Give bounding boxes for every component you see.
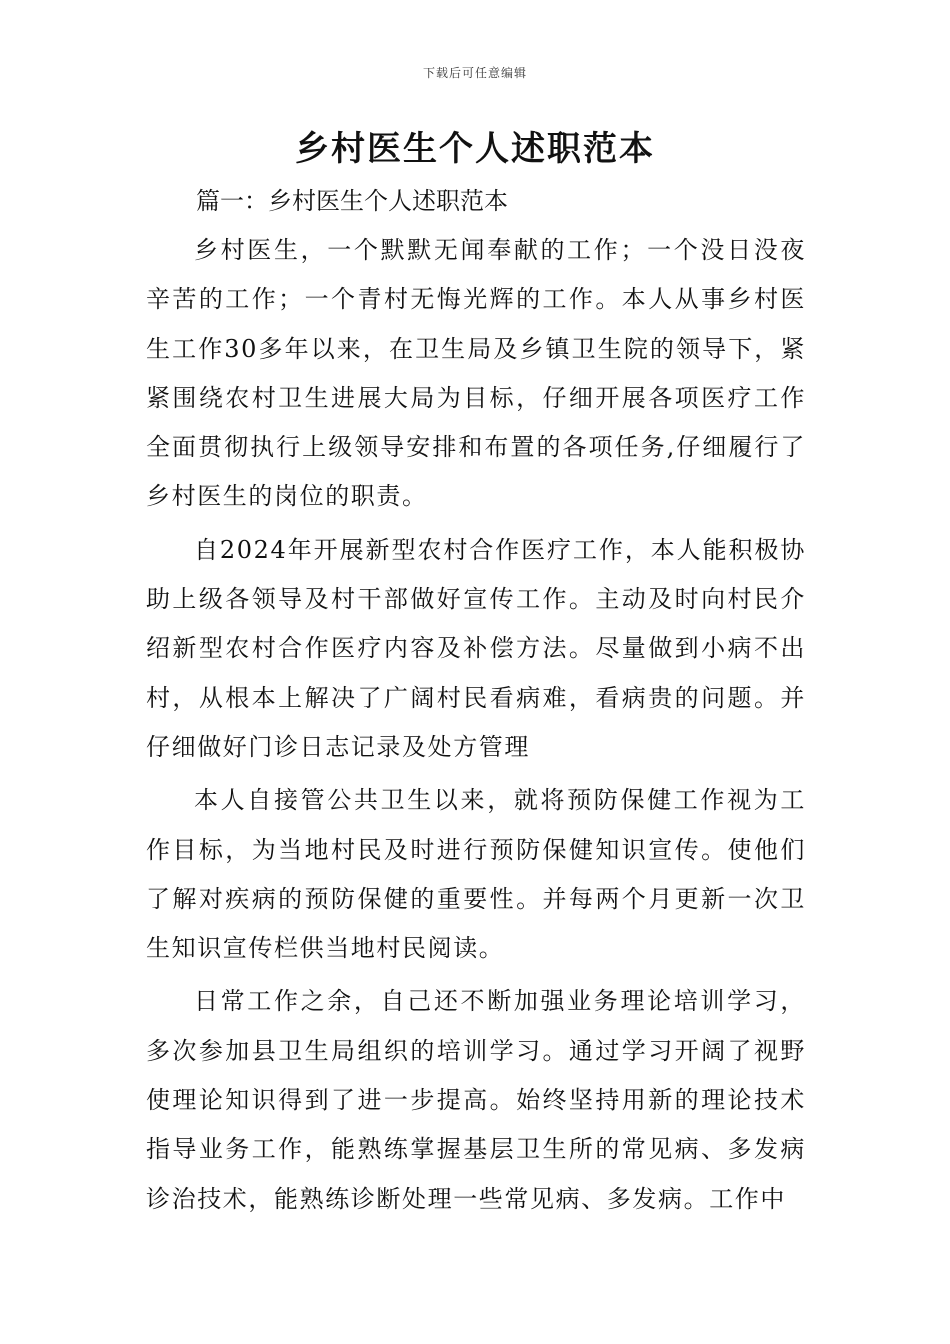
- paragraph-1: 乡村医生，一个默默无闻奉献的工作；一个没日没夜辛苦的工作；一个青村无悔光辉的工作。本人从事乡村医生工作30多年以来，在卫生局及乡镇卫生院的领导下，紧紧围绕农村卫生进展大局为目标，仔细开展各项医疗工作全面贯彻执行上级领导安排和布置的各项任务,仔细履行了乡村医生的岗位的职责。: [146, 236, 806, 511]
- document-subtitle: 篇一：乡村医生个人述职范本: [196, 187, 508, 215]
- paragraph-3: 本人自接管公共卫生以来，就将预防保健工作视为工作目标，为当地村民及时进行预防保健知识宣传。使他们了解对疾病的预防保健的重要性。并每两个月更新一次卫生知识宣传栏供当地村民阅读。: [146, 786, 806, 963]
- paragraph-4: 日常工作之余，自己还不断加强业务理论培训学习，多次参加县卫生局组织的培训学习。通过学习开阔了视野使理论知识得到了进一步提高。始终坚持用新的理论技术指导业务工作，能熟练掌握基层卫生所的常见病、多发病诊治技术，能熟练诊断处理一些常见病、多发病。工作中: [146, 987, 806, 1213]
- document-title: 乡村医生个人述职范本: [295, 129, 655, 169]
- document-body: [146, 226, 806, 1228]
- header-note: 下载后可任意编辑: [422, 66, 527, 80]
- paragraph-2: 自2024年开展新型农村合作医疗工作，本人能积极协助上级各领导及村干部做好宣传工作。主动及时向村民介绍新型农村合作医疗内容及补偿方法。尽量做到小病不出村，从根本上解决了广阔村民看病难，看病贵的问题。并仔细做好门诊日志记录及处方管理: [146, 535, 806, 761]
